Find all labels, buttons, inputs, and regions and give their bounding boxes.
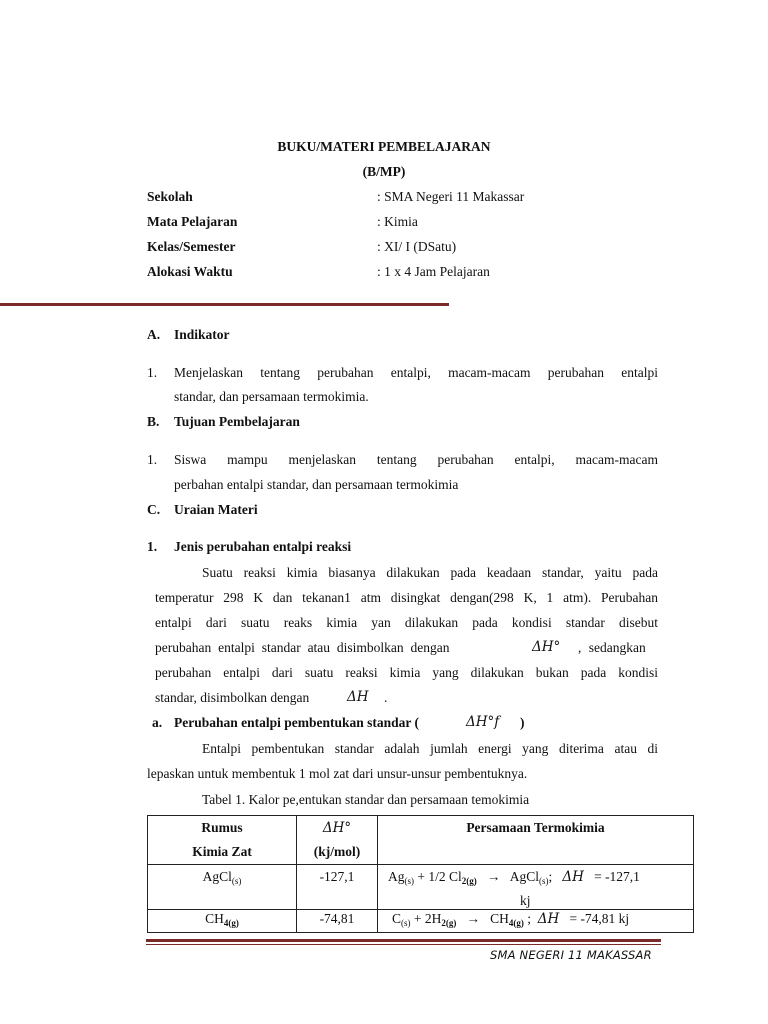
info-value-kelas: : XI/ I (DSatu) (377, 239, 457, 254)
cell-value-ch4: -74,81 (297, 910, 378, 933)
reaction-arrow-icon: → (486, 869, 501, 884)
equation-unit: kj (520, 893, 531, 908)
header-cell-equation: Persamaan Termokimia (378, 816, 694, 865)
paragraph-1-line5: perubahan entalpi dari suatu reaksi kimia yang dilakukan bukan pada kondisi (155, 665, 658, 680)
section-b-item-line2: perbahan entalpi standar, dan persamaan termokimia (174, 477, 459, 492)
eq-reactant-1: C (392, 911, 402, 926)
eq-value: = -74,81 kj (569, 911, 630, 926)
section-b-title: Tujuan Pembelajaran (174, 414, 300, 429)
info-value-mapel: : Kimia (377, 214, 418, 229)
eq-reactant-2: + 1/2 Cl (417, 869, 462, 884)
table-row (148, 910, 694, 933)
eq-subscript: (s) (539, 876, 549, 886)
eq-delta-h: ΔH (537, 911, 560, 927)
delta-h-formation-symbol: ΔH°f (466, 714, 500, 730)
equation-line (388, 865, 689, 893)
eq-reactant-1: Ag (388, 869, 405, 884)
eq-separator: ; (548, 869, 553, 884)
thermochemistry-table (147, 815, 694, 933)
info-label-mapel: Mata Pelajaran (147, 214, 238, 229)
info-label-kelas: Kelas/Semester (147, 239, 236, 254)
header-delta-h-unit: (kj/mol) (313, 844, 361, 859)
section-a-letter: A. (147, 327, 161, 342)
header-cell-delta-h (297, 816, 378, 865)
table-header-row (148, 816, 694, 865)
paragraph-1-line3: entalpi dari suatu reaks kimia yan dilakukan pada kondisi standar disebut (155, 615, 658, 630)
subsection-1-number: 1. (147, 539, 158, 554)
footer-divider-thick (146, 939, 661, 942)
header-cell-formula (148, 816, 297, 865)
section-b-item-number: 1. (147, 452, 158, 467)
section-b-letter: B. (147, 414, 160, 429)
formula-text: AgCl (202, 869, 232, 884)
eq-reactant-2: + 2H (413, 911, 442, 926)
footer-school-name: SMA NEGERI 11 MAKASSAR (490, 948, 652, 962)
info-label-alokasi: Alokasi Waktu (147, 264, 233, 279)
eq-product: CH (490, 911, 509, 926)
eq-subscript: (s) (401, 918, 411, 928)
table-caption: Tabel 1. Kalor pe,entukan standar dan persamaan temokimia (202, 792, 530, 807)
paragraph-2-line1: Entalpi pembentukan standar adalah jumlah energi yang diterima atau di (202, 741, 658, 756)
subsection-a-title: Perubahan entalpi pembentukan standar ( (174, 715, 420, 730)
delta-h-symbol: ΔH (347, 689, 369, 705)
reaction-arrow-icon: → (466, 911, 481, 926)
header-delta-h-symbol: ΔH° (322, 820, 352, 836)
eq-delta-h: ΔH (562, 869, 584, 885)
section-a-item-number: 1. (147, 365, 158, 380)
subsection-a-label: a. (152, 715, 163, 730)
paragraph-1-line2: temperatur 298 K dan tekanan1 atm disingkat dengan(298 K, 1 atm). Perubahan (155, 590, 658, 605)
cell-formula-ch4 (148, 910, 297, 933)
formula-subscript: (s) (231, 876, 242, 886)
document-title: BUKU/MATERI PEMBELAJARAN (277, 139, 491, 154)
info-label-sekolah: Sekolah (147, 189, 193, 204)
header-formula-line1: Rumus (201, 820, 243, 835)
section-c-title: Uraian Materi (174, 502, 258, 517)
paragraph-1-line6-end: . (384, 690, 388, 705)
cell-value-agcl: -127,1 (297, 865, 378, 910)
cell-equation-ch4 (378, 910, 694, 933)
paragraph-1-line1: Suatu reaksi kimia biasanya dilakukan pada keadaan standar, yaitu pada (202, 565, 658, 580)
document-subtitle: (B/MP) (362, 164, 406, 179)
eq-value: = -127,1 (594, 869, 640, 884)
cell-formula-agcl (148, 865, 297, 910)
table-row (148, 865, 694, 910)
delta-h-standard-symbol: ΔH° (532, 639, 561, 655)
section-a-item-line1: Menjelaskan tentang perubahan entalpi, macam-macam perubahan entalpi (174, 365, 658, 380)
paragraph-1-line6-start: standar, disimbolkan dengan (155, 690, 310, 705)
eq-subscript: 4(g) (508, 918, 524, 928)
section-a-item-line2: standar, dan persamaan termokimia. (174, 389, 369, 404)
eq-subscript: 2(g) (461, 876, 477, 886)
eq-separator: ; (527, 911, 532, 926)
header-divider (0, 303, 449, 306)
subsection-1-title: Jenis perubahan entalpi reaksi (174, 539, 352, 554)
eq-product: AgCl (509, 869, 540, 884)
formula-subscript: 4(g) (223, 918, 239, 928)
section-a-title: Indikator (174, 327, 230, 342)
eq-subscript: (s) (404, 876, 414, 886)
section-c-letter: C. (147, 502, 161, 517)
paragraph-2-line2: lepaskan untuk membentuk 1 mol zat dari unsur-unsur pembentuknya. (147, 766, 528, 781)
formula-text: CH (205, 911, 224, 926)
section-b-item-line1: Siswa mampu menjelaskan tentang perubahan entalpi, macam-macam (174, 452, 658, 467)
subsection-a-title-close: ) (520, 715, 525, 730)
footer-divider-thin (146, 944, 661, 945)
cell-equation-agcl (378, 865, 694, 910)
info-value-sekolah: : SMA Negeri 11 Makassar (377, 189, 525, 204)
header-formula-line2: Kimia Zat (192, 844, 252, 859)
paragraph-1-line4-start: perubahan entalpi standar atau disimbolkan dengan (155, 640, 450, 655)
eq-subscript: 2(g) (441, 918, 457, 928)
info-value-alokasi: : 1 x 4 Jam Pelajaran (377, 264, 490, 279)
paragraph-1-line4-end: , sedangkan (578, 640, 646, 655)
